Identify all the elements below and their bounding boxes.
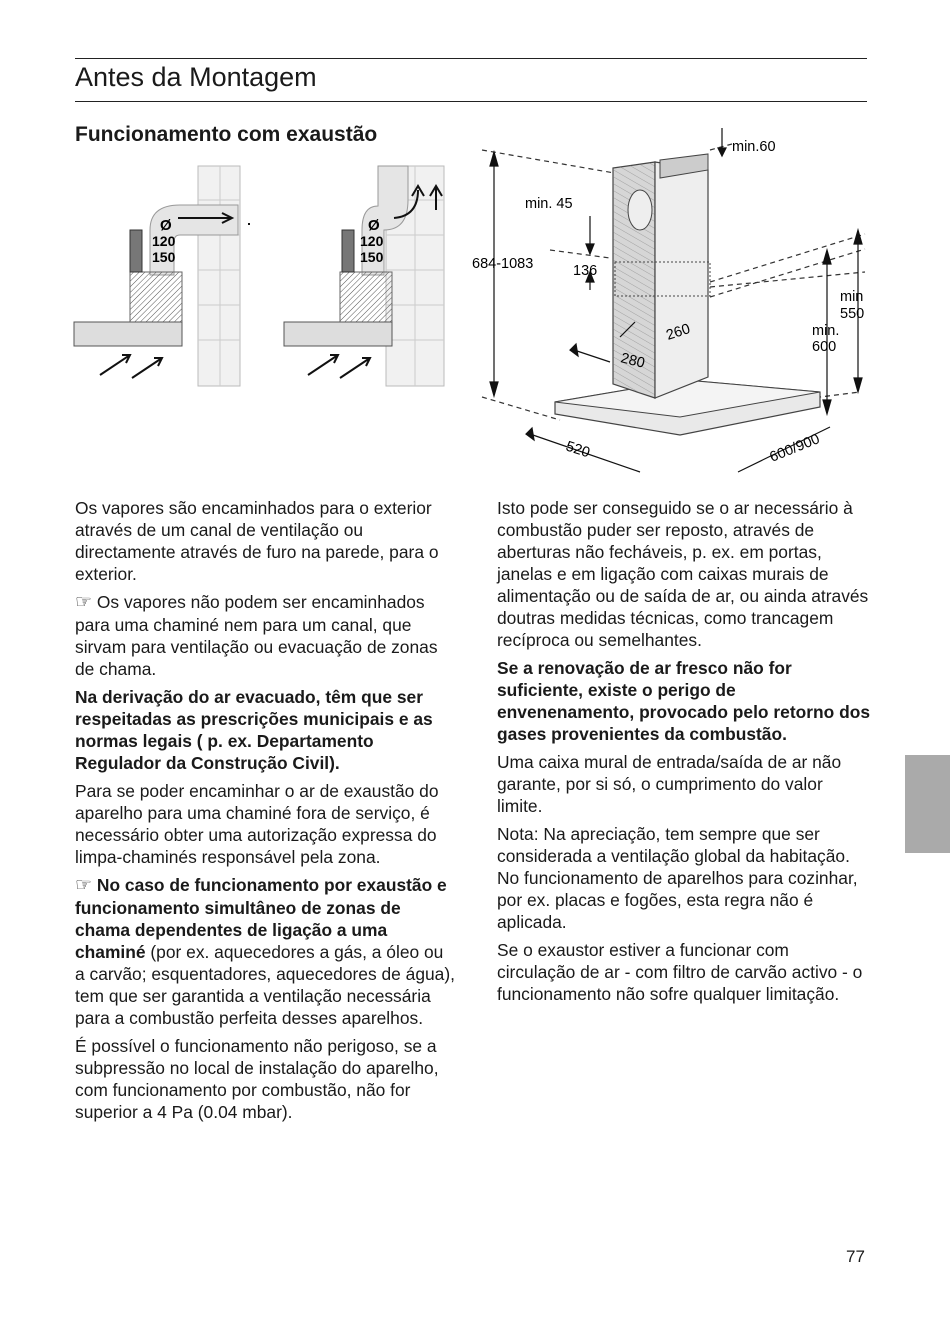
label-min45: min. 45 [525, 196, 573, 212]
label-min600-b: 600 [812, 339, 837, 355]
paragraph-note [75, 591, 455, 680]
label-min550-b: 550 [840, 306, 865, 322]
paragraph: Isto pode ser conseguido se o ar necessário à combustão puder ser reposto, através de aberturas não fecháveis, p. ex. em portas, janelas e em ligação com caixas murais de alimentação ou de saída de ar, ou ainda através doutras medidas técnicas, como trancagem recíproca ou semelhantes. [497, 498, 869, 650]
label-height-range: 684-1083 [472, 256, 534, 272]
paragraph: Nota: Na apreciação, tem sempre que ser considerada a ventilação global da habitação. No funcionamento de aparelhos para cozinhar, por ex. placas e fogões, esta regra não é aplicada. [497, 824, 858, 932]
left-column [75, 497, 455, 1129]
dimension-label-150: 150 [360, 249, 384, 265]
label-min60: min.60 [732, 139, 776, 155]
paragraph: Se o exaustor estiver a funcionar com circulação de ar - com filtro de carvão activo - o funcionamento não sofre qualquer limitação. [497, 940, 863, 1004]
label-260: 260 [664, 321, 693, 344]
diameter-symbol: Ø [368, 217, 380, 234]
page-number: 77 [846, 1247, 865, 1266]
label-136: 136 [573, 263, 598, 279]
paragraph-note [75, 874, 455, 1029]
bold-paragraph: Se a renovação de ar fresco não for suficiente, existe o perigo de envenenamento, provocado pelo retorno dos gases provenientes da combustão. [497, 658, 870, 744]
wall-duct-diagram [70, 160, 250, 390]
intake-arrow-icon [308, 355, 338, 375]
label-width: 600/900 [767, 431, 823, 466]
diameter-symbol: Ø [160, 217, 172, 234]
paragraph: É possível o funcionamento não perigoso, se a subpressão no local de instalação do aparelho, com funcionamento por combustão, não for superior a 4 Pa (0.04 mbar). [75, 1036, 439, 1122]
label-280: 280 [619, 350, 647, 372]
paragraph: Os vapores são encaminhados para o exterior através de um canal de ventilação ou directamente através de furo na parede, para o exterior. [75, 498, 439, 584]
note-bold-text: No caso de funcionamento por exaustão e funcionamento simultâneo de zonas de chama dependentes de ligação a uma chaminé [75, 875, 447, 962]
label-min600-a: min. [812, 323, 840, 339]
intake-arrow-icon-2 [132, 358, 162, 378]
pointing-hand-icon: ☞ [75, 592, 93, 613]
label-520: 520 [563, 438, 592, 462]
bold-paragraph: Na derivação do ar evacuado, têm que ser respeitadas as prescrições municipais e as normas legais ( p. ex. Departamento Regulador da Construção Civil). [75, 687, 433, 773]
header-rule-top [75, 58, 867, 59]
dimension-label-120: 120 [152, 233, 176, 249]
chapter-tab [905, 755, 950, 853]
header-rule-bottom [75, 101, 867, 102]
note-text: (por ex. aquecedores a gás, a óleo ou a carvão; esquentadores, aquecedores de água), tem que ser garantida a ventilação necessária para a combustão perfeita desses aparelhos. [75, 942, 455, 1028]
page-title: Antes da Montagem [75, 62, 317, 92]
paragraph: Uma caixa mural de entrada/saída de ar não garante, por si só, o cumprimento do valor limite. [497, 752, 842, 816]
label-min550-a: min [840, 289, 864, 305]
dimension-label-120: 120 [360, 233, 384, 249]
hood-dimension-diagram [470, 122, 870, 477]
intake-arrow-icon [100, 355, 130, 375]
pointing-hand-icon: ☞ [75, 875, 93, 896]
right-column [497, 497, 872, 1011]
section-title: Funcionamento com exaustão [75, 123, 378, 146]
upward-duct-diagram [280, 160, 450, 390]
note-text: Os vapores não podem ser encaminhados para uma chaminé nem para um canal, que sirvam para ventilação ou evacuação de zonas de chama. [75, 592, 438, 679]
intake-arrow-icon-2 [340, 358, 370, 378]
paragraph: Para se poder encaminhar o ar de exaustão do aparelho para uma chaminé fora de serviço, é necessário obter uma autorização expressa do limpa-chaminés responsável pela zona. [75, 781, 439, 867]
dimension-label-150: 150 [152, 249, 176, 265]
